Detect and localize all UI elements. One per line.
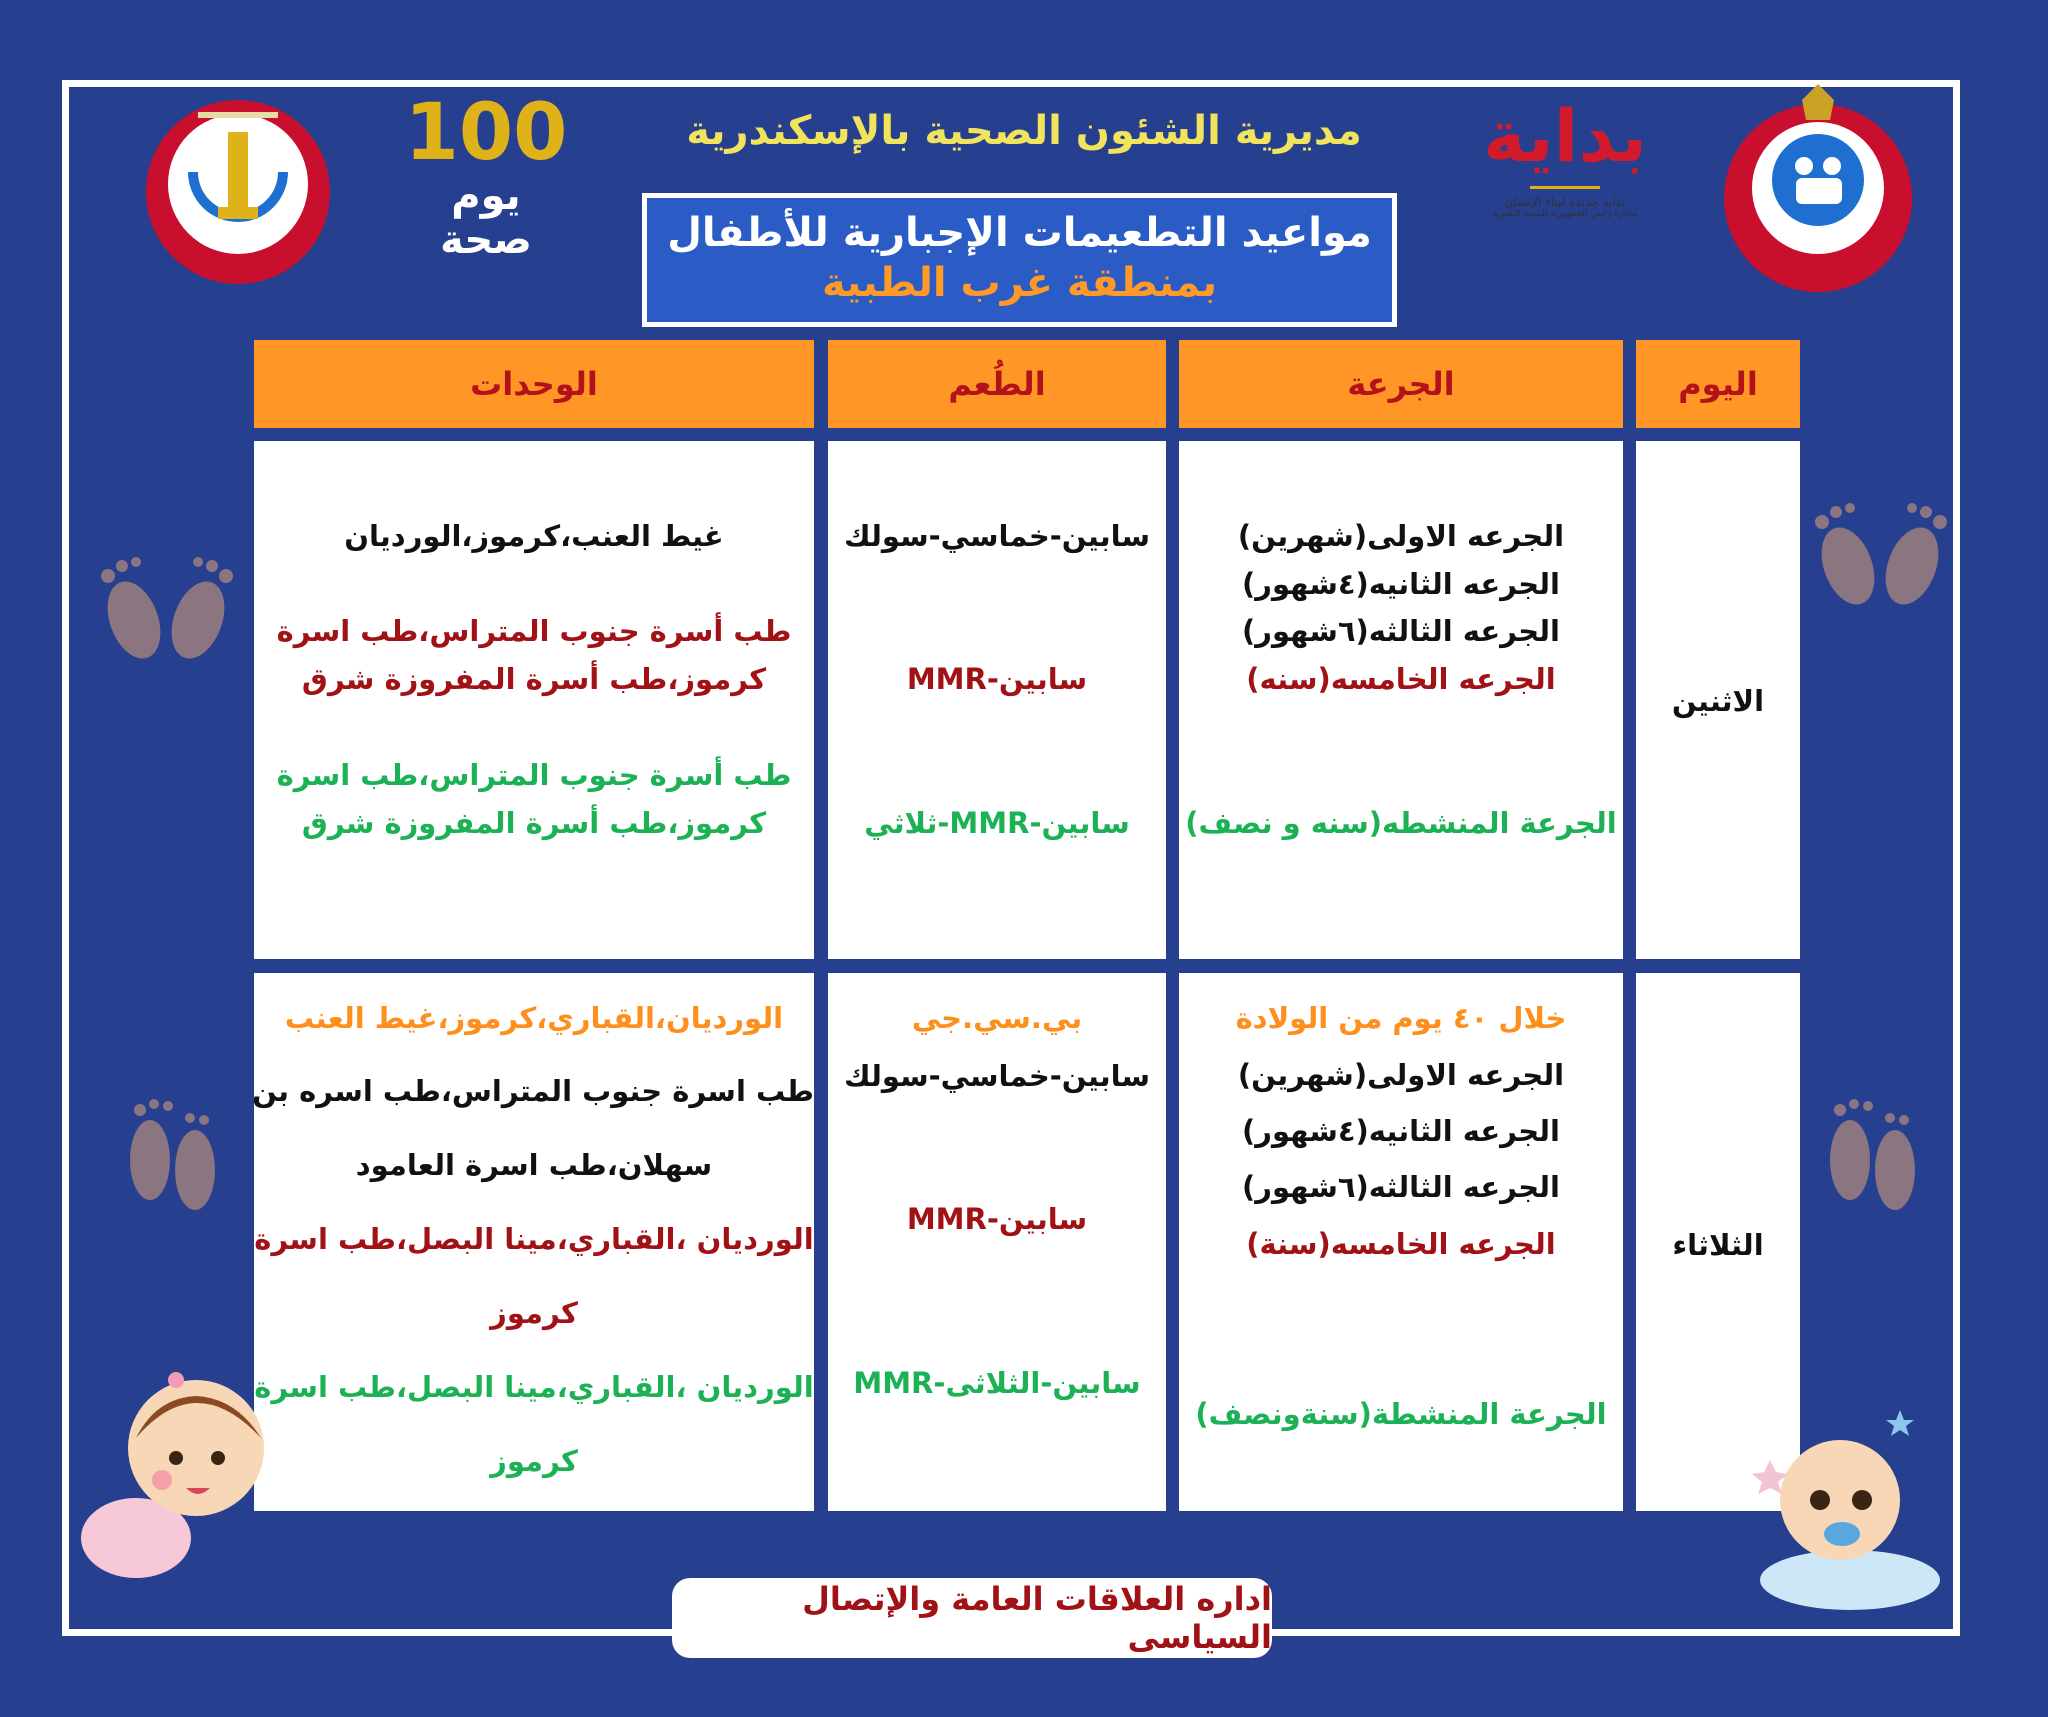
row2-vaccine-line: سابين-MMR [906, 1202, 1088, 1236]
row1-units-cell [254, 441, 814, 959]
baby-footprint-icon [1810, 1070, 1930, 1220]
baby-footprint-icon [86, 540, 246, 670]
title-line1: مواعيد التطعيمات الإجبارية للأطفال [667, 210, 1372, 256]
row1-vaccine-line: سابين-MMR [906, 662, 1088, 696]
row1-day-cell [1636, 441, 1800, 959]
baby-on-cloud-illustration [1750, 1400, 1950, 1620]
header-units: الوحدات [254, 340, 814, 428]
bedaya-initiative-logo: بداية بداية جديدة لبناء الإنسان مبادرة رئيس الجمهورية للتنمية البشرية [1480, 96, 1650, 296]
row1-vaccine-line: سابين-MMR-ثلاثي [864, 806, 1130, 840]
row2-vaccine-line: سابين-الثلاثى-MMR [853, 1366, 1141, 1400]
row1-dose-line: الجرعه الثانيه(٤شهور) [1242, 567, 1560, 601]
row1-units-line: طب أسرة جنوب المتراس،طب اسرة [276, 614, 792, 648]
baby-footprint-icon [110, 1070, 230, 1220]
row2-vaccine-line: سابين-خماسي-سولك [844, 1059, 1150, 1093]
row2-units-line: كرموز [490, 1296, 578, 1330]
row2-units-line: طب اسرة جنوب المتراس،طب اسره بن [252, 1074, 814, 1108]
row2-dose-line: الجرعة المنشطة(سنةونصف) [1195, 1397, 1607, 1431]
title-line2: بمنطقة غرب الطبية [821, 260, 1218, 306]
row1-dose-line: الجرعه الخامسه(سنه) [1246, 662, 1556, 696]
directorate-title: مديرية الشئون الصحية بالإسكندرية [686, 108, 1362, 154]
row2-dose-line: خلال ٤٠ يوم من الولادة [1235, 1001, 1567, 1035]
row1-units-line: غيط العنب،كرموز،الورديان [344, 519, 724, 553]
row2-dose-line: الجرعه الخامسه(سنة) [1246, 1227, 1556, 1261]
row1-vaccine-cell [828, 441, 1166, 959]
row2-units-line: سهلان،طب اسرة العامود [355, 1148, 713, 1182]
campaign-word2: صحة [440, 217, 532, 263]
row1-dose-line: الجرعة المنشطه(سنه و نصف) [1185, 806, 1617, 840]
crawling-baby-illustration [66, 1358, 276, 1598]
row2-units-line: كرموز [490, 1444, 578, 1478]
row2-units-line: الورديان ،القباري،مينا البصل،طب اسرة [254, 1222, 814, 1256]
row1-units-line: كرموز،طب أسرة المفروزة شرق [301, 662, 767, 696]
footer-pr-department: اداره العلاقات العامة والإتصال السياسى [672, 1578, 1272, 1658]
row1-dose-cell [1179, 441, 1623, 959]
header-vaccine: الطُعم [828, 340, 1166, 428]
campaign-number: 100 [404, 88, 568, 178]
row2-dose-line: الجرعه الثالثه(٦شهور) [1242, 1170, 1560, 1204]
bedaya-subtitle: مبادرة رئيس الجمهورية للتنمية البشرية [1492, 209, 1638, 219]
row1-day: الاثنين [1671, 684, 1765, 718]
row1-dose-line: الجرعه الاولى(شهرين) [1237, 519, 1565, 553]
row1-units-line: كرموز،طب أسرة المفروزة شرق [301, 806, 767, 840]
row1-dose-line: الجرعه الثالثه(٦شهور) [1242, 614, 1560, 648]
row2-day: الثلاثاء [1672, 1228, 1764, 1262]
header-dose: الجرعة [1179, 340, 1623, 428]
row1-vaccine-line: سابين-خماسي-سولك [844, 519, 1150, 553]
row2-dose-cell [1179, 973, 1623, 1511]
header-day: اليوم [1636, 340, 1800, 428]
baby-footprint-icon [1800, 486, 1960, 616]
row1-units-line: طب أسرة جنوب المتراس،طب اسرة [276, 758, 792, 792]
row2-dose-line: الجرعه الاولى(شهرين) [1237, 1058, 1565, 1092]
row2-units-line: الورديان،القباري،كرموز،غيط العنب [284, 1001, 784, 1035]
row2-units-line: الورديان ،القباري،مينا البصل،طب اسرة [254, 1370, 814, 1404]
row2-vaccine-cell [828, 973, 1166, 1511]
row2-units-cell [254, 973, 814, 1511]
campaign-word1: يوم [451, 173, 521, 219]
row2-dose-line: الجرعه الثانيه(٤شهور) [1242, 1114, 1560, 1148]
row2-vaccine-line: بي.سي.جي [911, 1001, 1083, 1035]
title-box [642, 193, 1397, 327]
bedaya-slogan: بداية جديدة لبناء الإنسان [1504, 195, 1626, 209]
